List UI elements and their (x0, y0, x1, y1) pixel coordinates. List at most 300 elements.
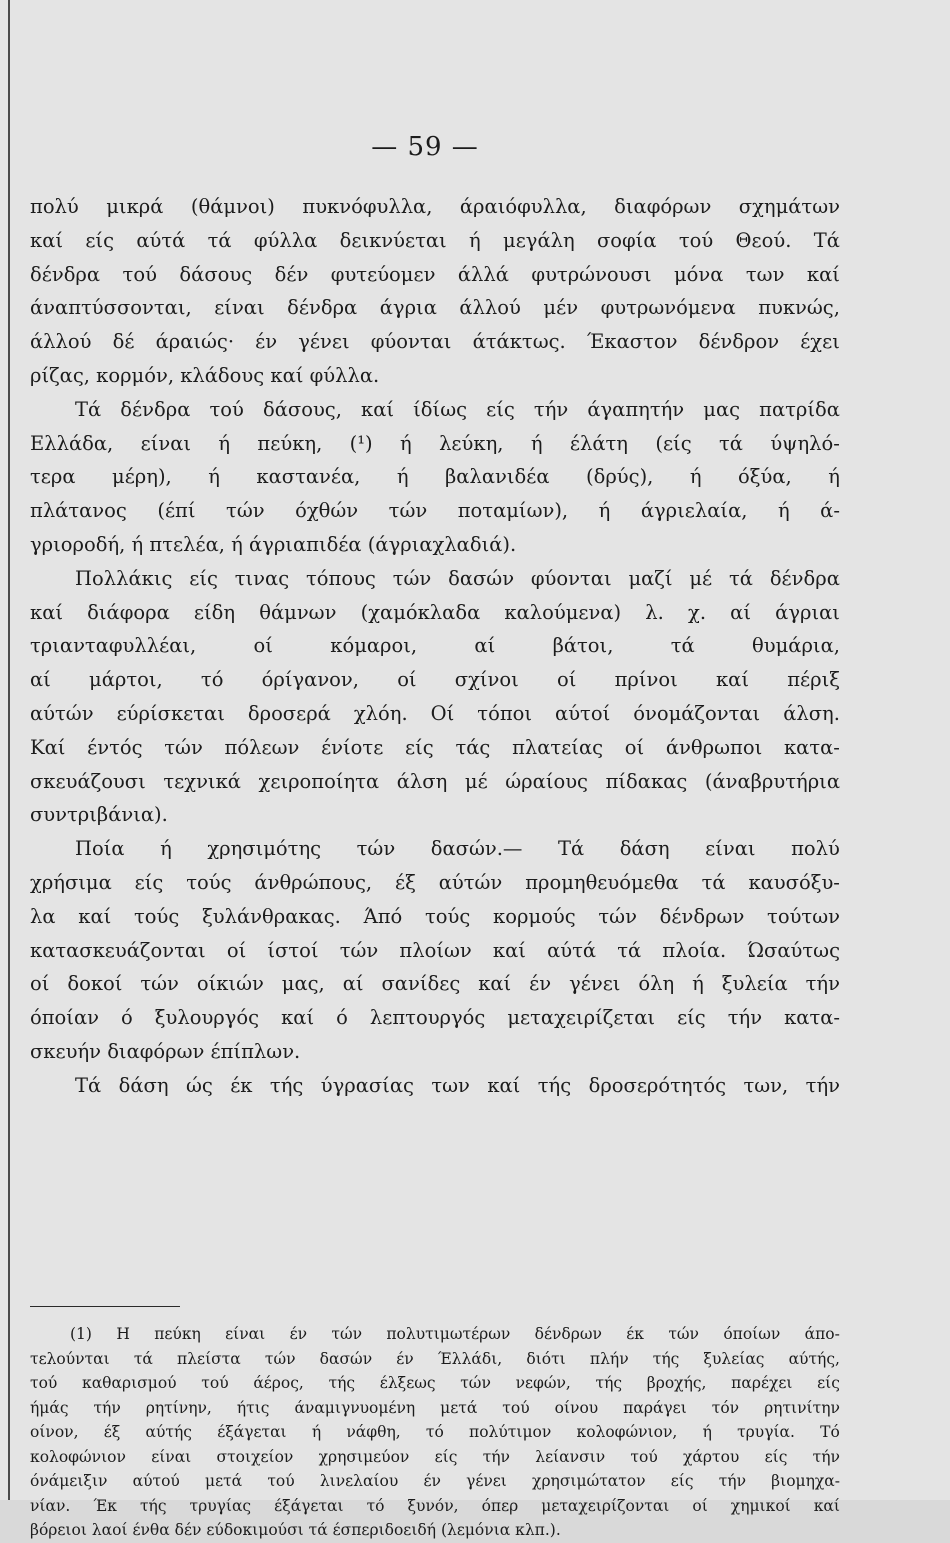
word: τά (207, 228, 232, 252)
word: τόν (711, 1398, 740, 1417)
footnote-line (30, 1445, 840, 1470)
body-line (30, 562, 840, 596)
word: γένει (466, 1472, 507, 1490)
word: κορμούς (493, 904, 576, 928)
word: (1) (70, 1325, 92, 1343)
word: των (745, 262, 785, 286)
word: τού (678, 228, 714, 252)
word: όρίγανον, (261, 668, 359, 692)
word: όξύα, (738, 465, 792, 489)
word: άγαπητήν (587, 397, 685, 421)
body-line (30, 663, 840, 697)
word: πλοίων (399, 938, 472, 962)
word: πολύ (791, 837, 840, 861)
word: αί (730, 600, 751, 624)
word: άλση. (783, 701, 840, 725)
word: τών (598, 904, 637, 928)
word: πυκνώς, (758, 296, 840, 320)
word: τών (392, 566, 432, 590)
word: τών (388, 499, 428, 523)
word: άναπτύσσονται, (30, 296, 192, 320)
word: έκ (626, 1325, 644, 1343)
word: άπο- (804, 1325, 840, 1343)
word: τούς (134, 904, 180, 928)
word: θυμάρια, (752, 634, 840, 658)
word: μέ (689, 566, 713, 590)
word: τήν (805, 1073, 840, 1097)
word: ώς (185, 1073, 213, 1097)
body-line (30, 629, 840, 663)
word: τήν (812, 1447, 840, 1466)
word: καί (715, 668, 749, 692)
word: δένδρα (30, 262, 101, 286)
word: αί (30, 668, 51, 692)
word: είς (670, 1472, 694, 1490)
word: έν (529, 972, 552, 996)
word: οί (692, 1496, 708, 1515)
word: δέν (274, 262, 309, 286)
word: όχθών (295, 499, 359, 523)
word: τελούνται (30, 1349, 110, 1368)
word: λεπτουργός (369, 1006, 486, 1030)
word: ή (469, 228, 481, 252)
word: δένδρα (769, 566, 840, 590)
word: έξάγεται (274, 1496, 344, 1515)
word: ξυλάνθρακας. (202, 904, 341, 928)
word: τούς (186, 870, 232, 894)
word: καί (478, 972, 512, 996)
word: (δρύς), (585, 465, 654, 489)
word: άναμιγνυομένη (294, 1398, 416, 1417)
word: δένδρων (659, 904, 745, 928)
word: τού (30, 1374, 58, 1392)
word: είς (189, 566, 218, 590)
word: Πολλάκις (75, 566, 173, 590)
word: πλάτανος (30, 499, 127, 523)
word: ή (530, 431, 543, 455)
word: τόποι (477, 701, 533, 725)
word: τήν (805, 972, 840, 996)
word: ποταμίων), (457, 499, 569, 523)
word: Τά (557, 837, 585, 861)
word: τών (264, 1349, 296, 1368)
word: τών (356, 837, 396, 861)
word: τά (718, 431, 743, 455)
word: καυσόξυ- (748, 870, 840, 894)
body-line (30, 393, 840, 427)
word: πεύκη, (257, 431, 323, 455)
word: Τά (813, 228, 840, 252)
word: Θεού. (735, 228, 792, 252)
word: φύονται (370, 330, 452, 354)
word: τού (209, 397, 244, 421)
word: ύψηλό- (770, 431, 840, 455)
word: βάτοι, (552, 634, 614, 658)
word: ήτις (236, 1398, 270, 1417)
word: διάφορα (87, 600, 170, 624)
word: ή (777, 499, 790, 523)
word: είς (486, 397, 515, 421)
word: λινελαίου (319, 1472, 399, 1490)
word: ύγρασίας (320, 1073, 414, 1097)
word: ένίοτε (321, 735, 384, 759)
word: τά (670, 634, 695, 658)
word: φύονται (530, 566, 612, 590)
word: δροσερά (247, 701, 331, 725)
word: τρυγίας (189, 1496, 252, 1515)
word: άγριελαία, (640, 499, 748, 523)
word: φυτρώνουσι (531, 262, 652, 286)
word: άραιώς· (155, 330, 235, 354)
word: δάσους (179, 262, 253, 286)
word: γένει (569, 972, 621, 996)
word: Ώσαύτως (747, 938, 840, 962)
word: όνάμειξιν (30, 1472, 108, 1490)
word: δάση (118, 1073, 169, 1097)
word: είς (405, 735, 434, 759)
word: σκευάζουσι (30, 769, 146, 793)
word: έξάγεται (217, 1423, 287, 1441)
word: τερα (30, 465, 76, 489)
word: κατα- (784, 1006, 840, 1030)
word: διαφόρων (614, 195, 712, 218)
footnote-separator (30, 1306, 180, 1307)
word: άνθρωποι (665, 735, 763, 759)
body-line (30, 765, 840, 799)
word: βαλανιδέα (445, 465, 550, 489)
word: φυτεύομεν (330, 262, 436, 286)
word: τάς (455, 735, 491, 759)
word: καθαρισμού (82, 1374, 177, 1392)
word: τινας (234, 566, 290, 590)
word: ή (598, 499, 611, 523)
word: τών (339, 938, 379, 962)
word: αύτών (30, 701, 94, 725)
page-edge (8, 0, 10, 1500)
word: άραιόφυλλα, (459, 195, 587, 218)
word: οί (30, 972, 50, 996)
word: πρίνοι (614, 668, 678, 692)
word: όπερ (481, 1496, 519, 1515)
word: χρησιμεύον (318, 1447, 410, 1466)
word: πλοία. (662, 938, 727, 962)
body-line (30, 291, 840, 325)
word: ό (120, 1006, 133, 1030)
word: χειροποίητα (258, 769, 380, 793)
word: δένδρων (534, 1325, 602, 1343)
word: είς (817, 1374, 840, 1392)
word: θάμνων (259, 600, 337, 624)
word: λ. (645, 600, 664, 624)
word: τής (269, 1073, 304, 1097)
word: τής (595, 1374, 623, 1392)
word: μέ (464, 769, 488, 793)
word: μόνα (673, 262, 724, 286)
word: έν (396, 1349, 414, 1368)
word: έξ (103, 1423, 121, 1441)
word: τών (164, 735, 203, 759)
word: χρησιμότης (207, 837, 322, 861)
word: στοιχείον (216, 1447, 294, 1466)
word: οί (253, 634, 273, 658)
word: είς (677, 1006, 706, 1030)
word: τών (668, 1325, 699, 1343)
body-line (30, 1001, 840, 1035)
body-line (30, 1069, 840, 1103)
word: πόλεων (224, 735, 300, 759)
word: δασών.— (430, 837, 523, 861)
word: ρητινίτην (764, 1398, 840, 1417)
word: χημικοί (730, 1496, 791, 1515)
word: μας (703, 397, 741, 421)
word: καί (492, 938, 526, 962)
word: λα (30, 904, 56, 928)
word: πολυτιμωτέρων (386, 1325, 511, 1343)
word: καλούμενα) (504, 600, 622, 624)
word: τής (652, 1349, 680, 1368)
word: τήν (482, 1447, 510, 1466)
word: τών (226, 499, 265, 523)
word: έξ (394, 870, 416, 894)
word: Ελλάδα, (30, 431, 114, 455)
word: έν (289, 1325, 308, 1343)
word: άλλού (30, 330, 92, 354)
word: χρησιμώτατον (532, 1472, 646, 1490)
word: ώραίους (505, 769, 588, 793)
word: έλξεως (379, 1374, 436, 1392)
word: κατα- (783, 735, 840, 759)
word: βροχής, (646, 1374, 707, 1392)
word: δέ (112, 330, 135, 354)
word: μέρη), (112, 465, 172, 489)
body-line (30, 697, 840, 731)
word: νίαν. (30, 1496, 71, 1515)
word: χλόη. (353, 701, 408, 725)
word: τό (425, 1423, 444, 1441)
word: άλση (396, 769, 448, 793)
word: (έπί (157, 499, 196, 523)
word: τριανταφυλλέαι, (30, 634, 197, 658)
word: (χαμόκλαδα (360, 600, 481, 624)
word: Έλλάδι, (437, 1349, 503, 1368)
word: είναι (214, 296, 265, 320)
word: ή (160, 837, 172, 861)
word: δοκοί (67, 972, 123, 996)
word: καί (361, 397, 395, 421)
word: τήν (718, 1472, 746, 1490)
word: όποίων (723, 1325, 781, 1343)
word: πέριξ (787, 668, 840, 692)
word: ίδίως (413, 397, 468, 421)
word: καί (813, 1496, 840, 1515)
word: τού (267, 1472, 295, 1490)
word: αύτά (136, 228, 186, 252)
word: άέρος, (253, 1374, 304, 1392)
word: άλλού (459, 296, 521, 320)
word: δεικνύεται (339, 228, 447, 252)
word: δροσερότητός (588, 1073, 727, 1097)
word: άτάκτως. (472, 330, 566, 354)
footnote (30, 1322, 840, 1543)
word: άγρια (379, 296, 437, 320)
word: είς (434, 1447, 458, 1466)
word: ή (400, 431, 412, 455)
word: ή (692, 972, 704, 996)
word: νεφών, (515, 1374, 571, 1392)
word: αύτής, (788, 1349, 840, 1368)
footnote-line (30, 1469, 840, 1494)
word: αύτά (547, 938, 597, 962)
word: άνθρώπους, (254, 870, 373, 894)
footnote-line: βόρειοι λαοί ένθα δέν εύδοκιμούσι τά έσπεριδοειδή (λεμόνια κλπ.). (30, 1521, 561, 1539)
word: τούτων (767, 904, 840, 928)
word: ή (208, 465, 220, 489)
word: Άπό (363, 904, 403, 928)
word: γένει (298, 330, 350, 354)
word: οίνου (554, 1398, 599, 1417)
word: τήν (93, 1398, 121, 1417)
word: τό (366, 1496, 385, 1515)
word: μεγάλη (503, 228, 575, 252)
word: οί (226, 938, 247, 962)
word: ίστοί (267, 938, 319, 962)
word: έν (423, 1472, 441, 1490)
word: τού (201, 1374, 229, 1392)
word: μέν (543, 296, 579, 320)
word: τών (331, 1325, 363, 1343)
word: (¹) (349, 431, 373, 455)
word: είναι (705, 837, 756, 861)
word: Καί (30, 735, 66, 759)
body-text (30, 190, 840, 1103)
word: τά (701, 870, 726, 894)
word: είς (134, 870, 164, 894)
word: τής (537, 1073, 572, 1097)
body-line (30, 596, 840, 630)
word: λεύκη, (439, 431, 504, 455)
word: τρυγία. (737, 1423, 795, 1441)
word: μας, (281, 972, 325, 996)
word: σχημάτων (738, 195, 840, 218)
body-line (30, 224, 840, 258)
word: δασών (319, 1349, 373, 1368)
body-line (30, 866, 840, 900)
word: πολύ (30, 195, 79, 218)
word: είδη (193, 600, 236, 624)
footnote-line (30, 1347, 840, 1372)
body-line (30, 934, 840, 968)
word: ή (218, 431, 231, 455)
word: τά (133, 1349, 153, 1368)
word: άλλά (457, 262, 509, 286)
word: φυτρωνόμενα (600, 296, 736, 320)
body-line (30, 190, 840, 224)
word: τών (140, 972, 179, 996)
word: αί (474, 634, 496, 658)
word: τού (122, 262, 157, 286)
body-line (30, 967, 840, 1001)
word: τόπους (305, 566, 376, 590)
word: δένδρον (698, 330, 780, 354)
word: είναι (151, 1447, 192, 1466)
word: τήν (533, 397, 569, 421)
word: πολύτιμον (469, 1423, 552, 1441)
word: είς (764, 1447, 788, 1466)
word: όποίαν (30, 1006, 99, 1030)
word: τεχνικά (163, 769, 241, 793)
word: ξυλείας (703, 1349, 765, 1368)
word: είναι (140, 431, 192, 455)
body-line (30, 427, 840, 461)
body-line (30, 258, 840, 292)
word: ξυνόν, (407, 1496, 459, 1515)
word: τής (139, 1496, 167, 1515)
word: τά (617, 938, 642, 962)
word: βιομηχα- (771, 1472, 840, 1490)
word: πεύκη (154, 1325, 201, 1343)
word: (θάμνοι) (190, 195, 275, 218)
word: τής (328, 1374, 356, 1392)
word: τούς (425, 904, 471, 928)
word: οίνον, (30, 1423, 79, 1441)
word: τά (729, 566, 753, 590)
word: οί (397, 668, 417, 692)
word: δένδρα (287, 296, 358, 320)
word: καί (806, 262, 840, 286)
word: κατασκευάζονται (30, 938, 206, 962)
word: δάση (619, 837, 670, 861)
word: (άναβρυτήρια (704, 769, 840, 793)
word: λείανσιν (535, 1447, 606, 1466)
word: ήμάς (30, 1398, 69, 1417)
word: αύτοί (555, 701, 611, 725)
word: αύτών (438, 870, 503, 894)
word: διότι (526, 1349, 566, 1368)
word: ξυλεία (721, 972, 788, 996)
word: όλη (638, 972, 675, 996)
body-line: σκευήν διαφόρων έπίπλων. (30, 1039, 301, 1063)
word: έντός (87, 735, 143, 759)
word: μεταχειρίζεται (507, 1006, 656, 1030)
word: Τά (75, 397, 102, 421)
word: καί (487, 1073, 521, 1097)
word: πλήν (589, 1349, 629, 1368)
footnote-line (30, 1420, 840, 1445)
word: είς (85, 228, 114, 252)
body-line: συντριβάνια). (30, 803, 168, 827)
word: δασών (448, 566, 515, 590)
word: Οί (430, 701, 455, 725)
body-line (30, 325, 840, 359)
word: μετά (440, 1398, 478, 1417)
word: καί (30, 228, 64, 252)
word: πίδακας (605, 769, 688, 793)
word: μαζί (628, 566, 673, 590)
word: τού (502, 1398, 530, 1417)
word: οί (557, 668, 577, 692)
word: ό (336, 1006, 348, 1030)
word: κολοφώνιον (30, 1447, 126, 1466)
word: ή (828, 465, 840, 489)
word: ή (702, 1423, 712, 1441)
word: τών (460, 1374, 491, 1392)
word: δένδρα (120, 397, 191, 421)
word: Τά (75, 1073, 102, 1097)
body-line: ρίζας, κορμόν, κλάδους καί φύλλα. (30, 363, 380, 387)
body-line (30, 731, 840, 765)
body-line (30, 900, 840, 934)
word: έν (255, 330, 278, 354)
